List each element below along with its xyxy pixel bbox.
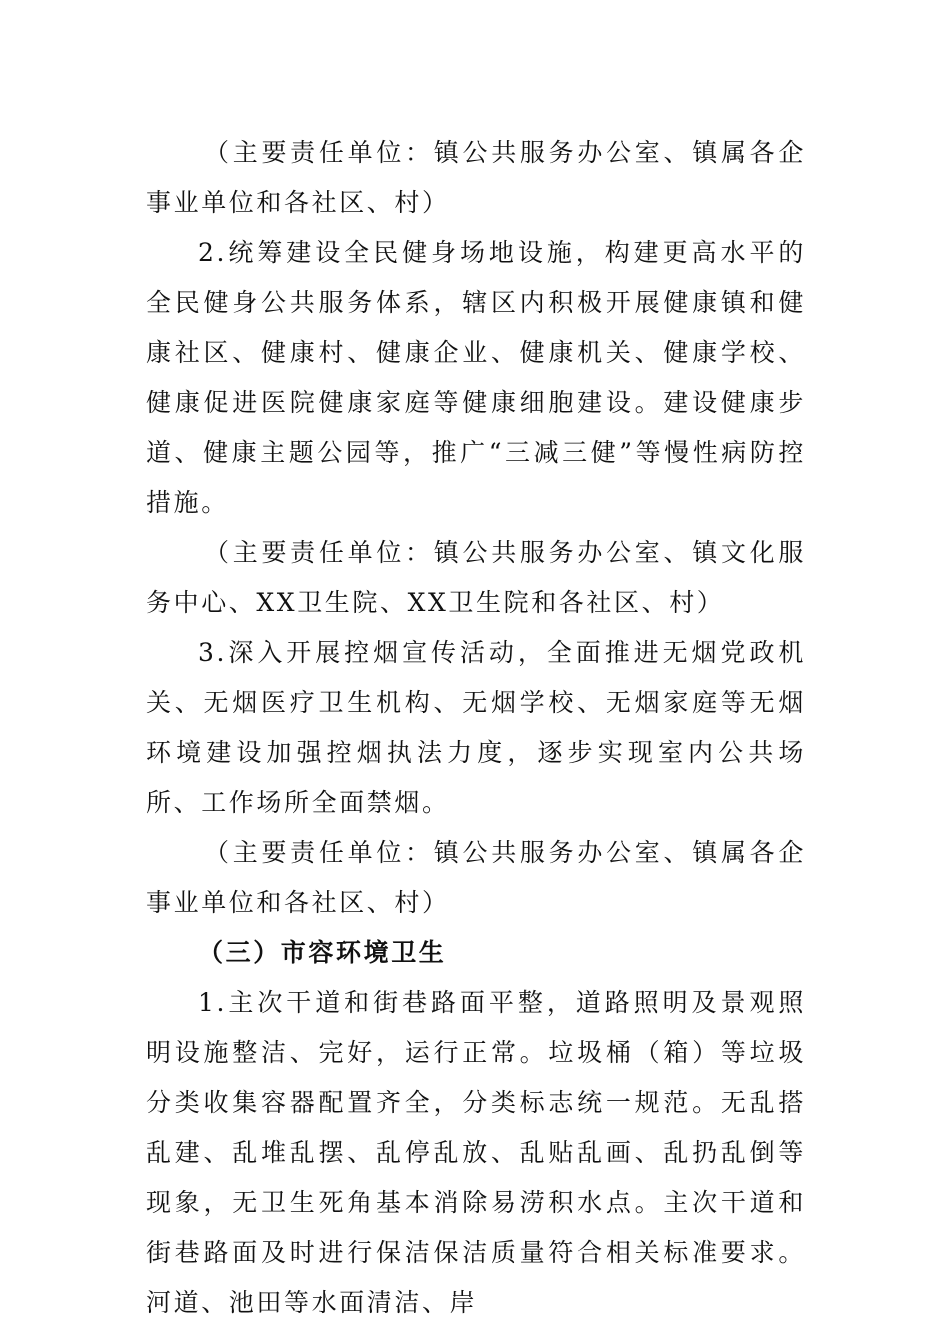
responsibility-note: （主要责任单位：镇公共服务办公室、镇属各企事业单位和各社区、村） bbox=[146, 138, 806, 217]
body-paragraph: 3.深入开展控烟宣传活动，全面推进无烟党政机关、无烟医疗卫生机构、无烟学校、无烟家庭等无烟环境建设加强控烟执法力度，逐步实现室内公共场所、工作场所全面禁烟。 bbox=[146, 638, 806, 817]
section-heading: （三）市容环境卫生 bbox=[198, 938, 447, 967]
responsibility-note: （主要责任单位：镇公共服务办公室、镇文化服务中心、XX卫生院、XX卫生院和各社区、村） bbox=[146, 538, 806, 617]
responsibility-note: （主要责任单位：镇公共服务办公室、镇属各企事业单位和各社区、村） bbox=[146, 838, 806, 917]
document-body bbox=[146, 128, 806, 1328]
body-paragraph: 1.主次干道和街巷路面平整，道路照明及景观照明设施整洁、完好，运行正常。垃圾桶（箱）等垃圾分类收集容器配置齐全，分类标志统一规范。无乱搭乱建、乱堆乱摆、乱停乱放、乱贴乱画、乱扔乱倒等现象，无卫生死角基本消除易涝积水点。主次干道和街巷路面及时进行保洁保洁质量符合相关标准要求。河道、池田等水面清洁、岸 bbox=[146, 988, 806, 1317]
body-paragraph: 2.统筹建设全民健身场地设施，构建更高水平的全民健身公共服务体系，辖区内积极开展健康镇和健康社区、健康村、健康企业、健康机关、健康学校、健康促进医院健康家庭等健康细胞建设。建设健康步道、健康主题公园等，推广“三减三健”等慢性病防控措施。 bbox=[146, 238, 806, 517]
